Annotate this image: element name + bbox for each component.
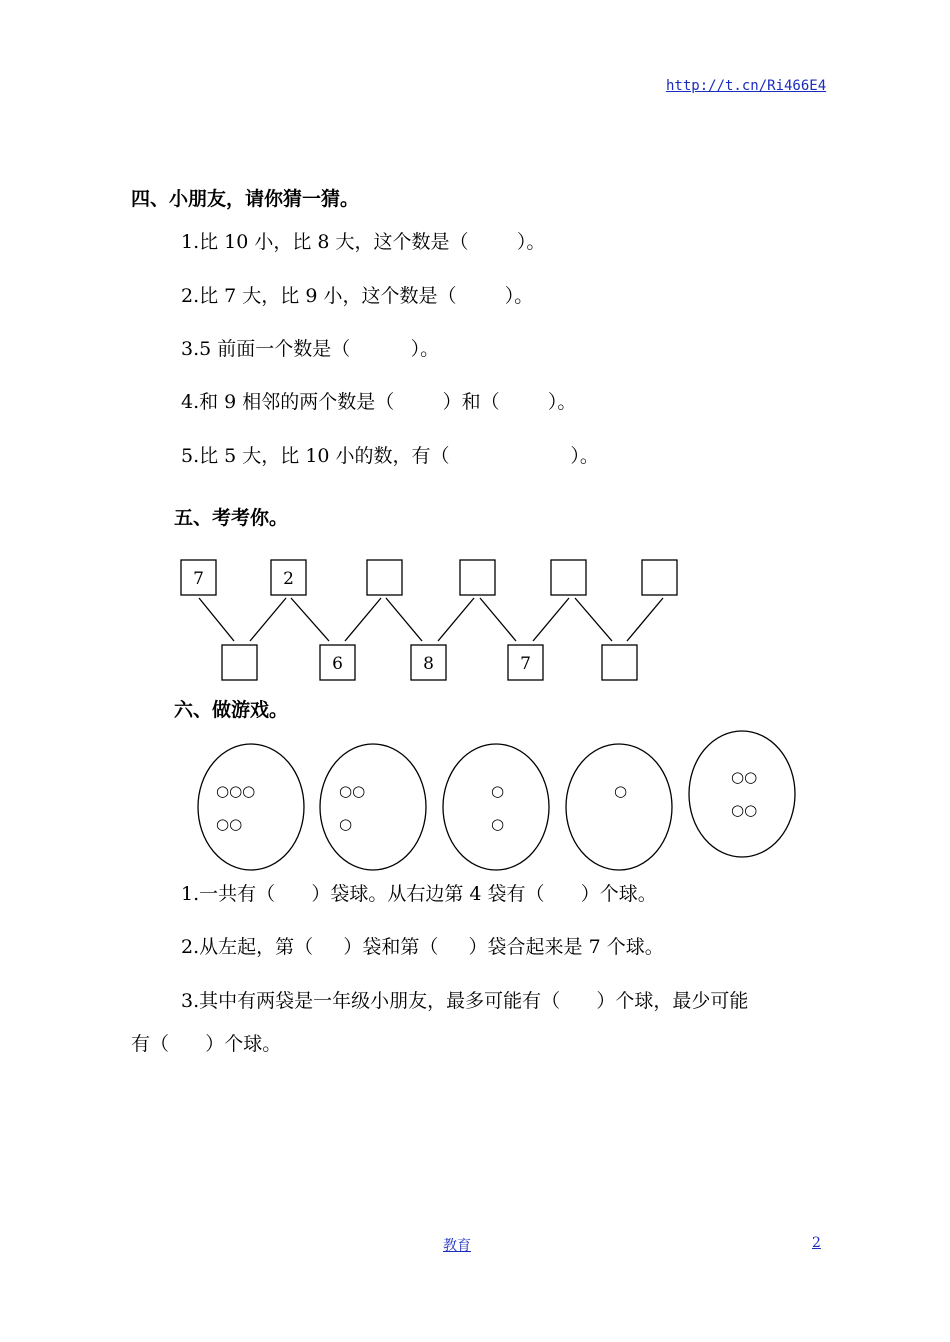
bag-3-balls-row-2: ○	[491, 815, 505, 833]
footer-center-link[interactable]: 教育	[443, 1238, 471, 1254]
section6-question-3-line-1: 3.其中有两袋是一年级小朋友，最多可能有（ ）个球，最少可能	[181, 990, 749, 1012]
bottom-box-4[interactable]	[508, 645, 543, 680]
bag-4	[566, 744, 672, 870]
bag-1	[198, 744, 304, 870]
top-box-6[interactable]	[642, 560, 677, 595]
bag-5	[689, 731, 795, 857]
bag-5-balls-row-2: ○○	[731, 801, 758, 819]
top-box-5[interactable]	[551, 560, 586, 595]
bag-3	[443, 744, 549, 870]
section6-question-2: 2.从左起，第（ ）袋和第（ ）袋合起来是 7 个球。	[181, 936, 664, 958]
bag-3-balls-row-1: ○	[491, 782, 505, 800]
section4-title: 四、小朋友，请你猜一猜。	[131, 188, 360, 210]
bottom-box-3[interactable]	[411, 645, 446, 680]
section4-item-2: 2.比 7 大，比 9 小，这个数是（ ）。	[181, 285, 534, 307]
top-box-2-value: 2	[283, 569, 294, 589]
bag-2-balls-row-2: ○	[339, 815, 353, 833]
section4-item-1: 1.比 10 小，比 8 大，这个数是（ ）。	[181, 231, 546, 253]
bag-1-balls-row-2: ○○	[216, 815, 243, 833]
bottom-box-2[interactable]	[320, 645, 355, 680]
bottom-box-5[interactable]	[602, 645, 637, 680]
top-box-2[interactable]	[271, 560, 306, 595]
bag-2-balls-row-1: ○○	[339, 782, 366, 800]
bag-4-balls-row-1: ○	[614, 782, 628, 800]
section4-item-5: 5.比 5 大，比 10 小的数，有（ ）。	[181, 445, 599, 467]
section6-question-3-line-2: 有（ ）个球。	[131, 1033, 282, 1055]
section6-title: 六、做游戏。	[174, 699, 289, 721]
connector-lines	[199, 598, 663, 641]
section4-item-3: 3.5 前面一个数是（ ）。	[181, 338, 440, 360]
bag-2	[320, 744, 426, 870]
section4-item-4: 4.和 9 相邻的两个数是（ ）和（ ）。	[181, 391, 577, 413]
bag-5-balls-row-1: ○○	[731, 768, 758, 786]
header-url-link[interactable]: http://t.cn/Ri466E4	[666, 78, 827, 94]
bottom-box-3-value: 8	[423, 654, 434, 674]
section6-question-1: 1.一共有（ ）袋球。从右边第 4 袋有（ ）个球。	[181, 883, 657, 905]
bottom-box-1[interactable]	[222, 645, 257, 680]
top-box-1[interactable]	[181, 560, 216, 595]
footer-page-number[interactable]: 2	[812, 1235, 821, 1251]
section5-title: 五、考考你。	[174, 507, 289, 529]
bottom-box-2-value: 6	[332, 654, 343, 674]
top-box-1-value: 7	[193, 569, 204, 589]
top-box-4[interactable]	[460, 560, 495, 595]
bottom-box-4-value: 7	[520, 654, 531, 674]
top-box-3[interactable]	[367, 560, 402, 595]
bag-1-balls-row-1: ○○○	[216, 782, 256, 800]
